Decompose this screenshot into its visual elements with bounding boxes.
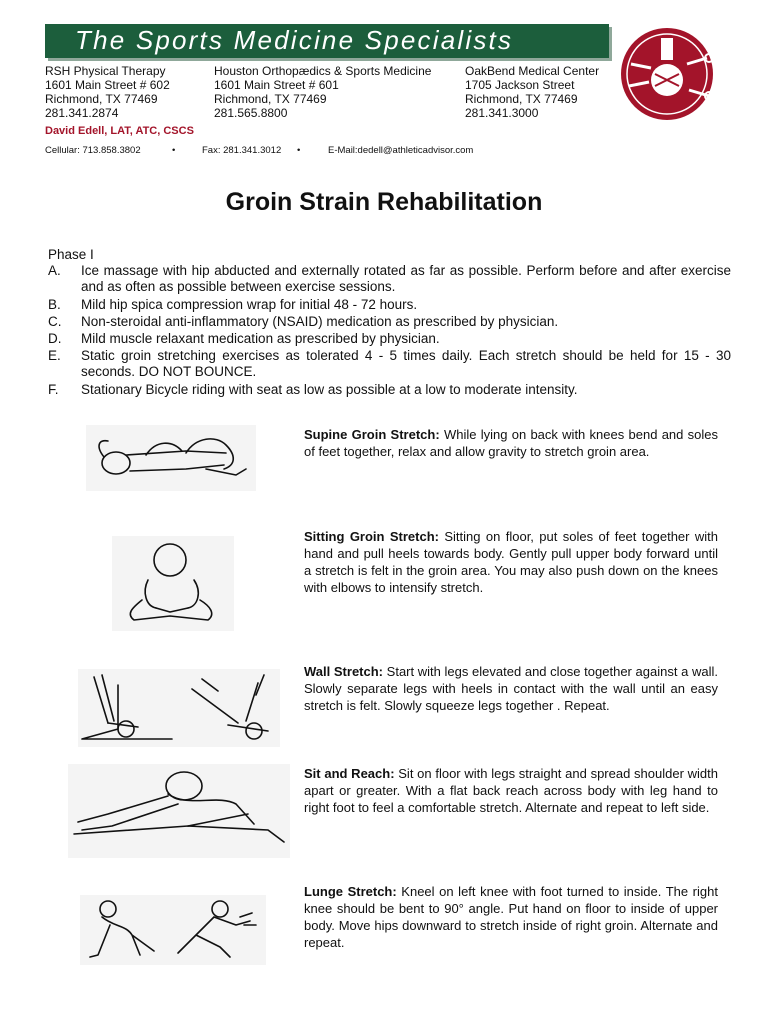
instruction-text: Static groin stretching exercises as tolerated 4 - 5 times daily. Each stretch should be held for 15 - 30 seconds. DO NOT BOUNCE.: [81, 348, 731, 379]
instruction-text: Non-steroidal anti-inflammatory (NSAID) medication as prescribed by physician.: [81, 314, 559, 329]
address-street: 1601 Main Street # 602: [45, 78, 170, 92]
bullet-separator: •: [172, 145, 176, 156]
address-phone: 281.341.2874: [45, 106, 119, 120]
clinic-logo: [611, 24, 723, 124]
instruction-text: Mild hip spica compression wrap for initial 48 - 72 hours.: [81, 297, 418, 312]
instruction-letter: A.: [48, 263, 61, 278]
instruction-item: [48, 331, 728, 347]
address-phone: 281.341.3000: [465, 106, 539, 120]
exercise-text: Kneel on left knee with foot turned to inside. The right knee should be bent to 90° angle. Put hand on floor to inside of upper body. Move hips downward to stretch inside of right groin. Alternate and repeat.: [304, 884, 718, 950]
instruction-letter: C.: [48, 314, 62, 329]
instruction-text: Mild muscle relaxant medication as prescribed by physician.: [81, 331, 440, 346]
address-city: Richmond, TX 77469: [45, 92, 158, 106]
address-rsh: [45, 64, 170, 120]
bullet-separator: •: [297, 145, 301, 156]
instruction-item: [48, 348, 731, 380]
logo-bottle: [661, 38, 673, 60]
exercise-sitting: [304, 528, 718, 596]
contact-fax: Fax: 281.341.3012: [202, 145, 282, 156]
exercise-name: Lunge Stretch:: [304, 884, 397, 899]
instruction-text: Stationary Bicycle riding with seat as low as possible at a low to moderate intensity.: [81, 382, 578, 397]
contact-email[interactable]: E-Mail:dedell@athleticadvisor.com: [328, 145, 474, 156]
exercise-lunge: [304, 883, 718, 951]
contact-cellular: Cellular: 713.858.3802: [45, 145, 141, 156]
address-city: Richmond, TX 77469: [465, 92, 578, 106]
address-name: Houston Orthopædics & Sports Medicine: [214, 64, 432, 78]
lunge-stretch-illustration: [80, 895, 266, 965]
sit-and-reach-illustration: [68, 764, 290, 858]
supine-groin-stretch-illustration: [86, 425, 256, 491]
exercise-name: Wall Stretch:: [304, 664, 384, 679]
address-name: OakBend Medical Center: [465, 64, 600, 78]
page-title: Groin Strain Rehabilitation: [225, 188, 543, 216]
exercise-text: Sit on floor with legs straight and spread shoulder width apart or greater. With a flat back reach across body with leg hand to right foot to feel a comfortable stretch. Alternate and repeat to left side.: [304, 766, 718, 815]
sitting-groin-stretch-illustration: [112, 536, 234, 631]
address-oakbend: [465, 64, 599, 120]
address-phone: 281.565.8800: [214, 106, 288, 120]
wall-stretch-illustration: [78, 669, 280, 747]
instruction-text: Ice massage with hip abducted and externally rotated as far as possible. Perform before and after exercise and as often as possible between exercise sessions.: [81, 263, 731, 294]
exercise-text: Sitting on floor, put soles of feet together with hand and pull heels towards body. Gently pull upper body forward until a stretch is felt in the groin area. You may also push down on the knees with elbows to intensify stretch.: [304, 529, 718, 595]
address-city: Richmond, TX 77469: [214, 92, 327, 106]
phase-label: Phase I: [48, 247, 94, 262]
address-houston-ortho: [214, 64, 431, 120]
banner-title: The Sports Medicine Specialists: [75, 25, 514, 55]
exercise-name: Supine Groin Stretch:: [304, 427, 440, 442]
contact-name: David Edell, LAT, ATC, CSCS: [45, 125, 194, 137]
exercise-text: Start with legs elevated and close together against a wall. Slowly separate legs with heels in contact with the wall until an easy stretch is felt. Slowly squeeze legs together . Repeat.: [304, 664, 718, 713]
exercise-wall: [304, 663, 718, 714]
instruction-letter: F.: [48, 382, 59, 397]
address-street: 1601 Main Street # 601: [214, 78, 339, 92]
instruction-item: [48, 297, 728, 313]
exercise-name: Sitting Groin Stretch:: [304, 529, 439, 544]
address-name: RSH Physical Therapy: [45, 64, 166, 78]
instruction-item: [48, 263, 731, 295]
address-street: 1705 Jackson Street: [465, 78, 575, 92]
instruction-item: [48, 314, 728, 330]
exercise-name: Sit and Reach:: [304, 766, 395, 781]
instruction-item: [48, 382, 728, 398]
instruction-letter: B.: [48, 297, 61, 312]
exercise-text: While lying on back with knees bend and soles of feet together, relax and allow gravity to stretch groin area.: [304, 427, 718, 459]
instruction-letter: E.: [48, 348, 61, 363]
exercise-sit-and-reach: [304, 765, 718, 816]
exercise-supine: [304, 426, 718, 460]
header-banner: [45, 24, 609, 58]
instruction-letter: D.: [48, 331, 62, 346]
